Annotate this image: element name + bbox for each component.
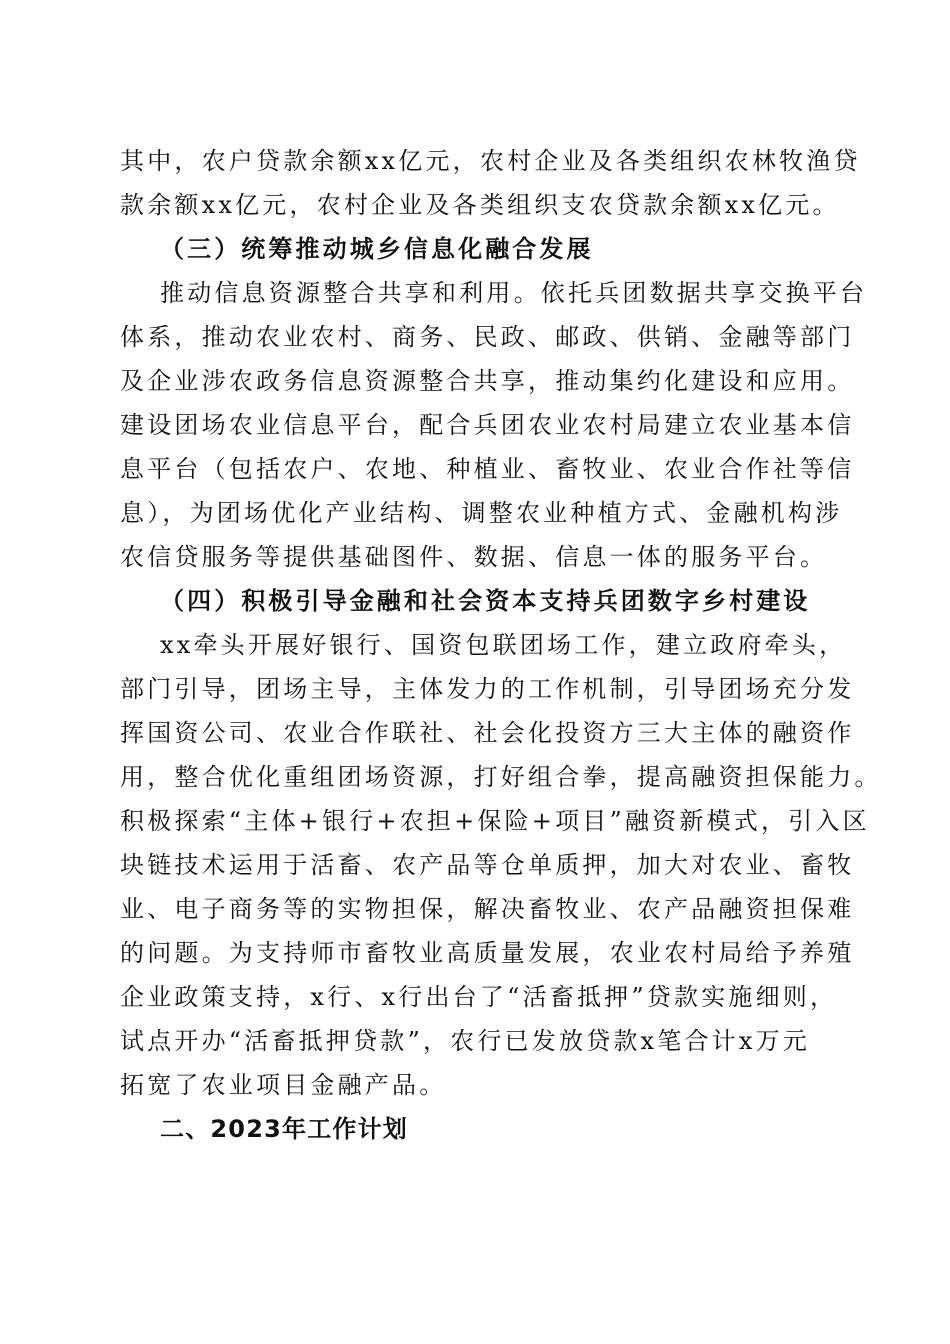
body-line: 农信贷服务等提供基础图件、数据、信息一体的服务平台。	[120, 543, 828, 571]
body-line: 体系，推动农业农村、商务、民政、邮政、供销、金融等部门	[120, 323, 855, 351]
body-line: 建设团场农业信息平台，配合兵团农业农村局建立农业基本信	[120, 411, 855, 439]
body-line: 推动信息资源整合共享和利用。依托兵团数据共享交换平台	[160, 279, 868, 307]
body-line: 息平台（包括农户、农地、种植业、畜牧业、农业合作社等信	[120, 455, 855, 483]
body-line: 及企业涉农政务信息资源整合共享，推动集约化建设和应用。	[120, 367, 855, 395]
body-line: 业、电子商务等的实物担保，解决畜牧业、农产品融资担保难	[120, 895, 855, 923]
body-line: 企业政策支持，x行、x行出台了“活畜抵押”贷款实施细则，	[120, 983, 838, 1011]
section-title-2023-plan: 二、2023年工作计划	[160, 1115, 408, 1143]
body-line: 的问题。为支持师市畜牧业高质量发展，农业农村局给予养殖	[120, 939, 855, 967]
body-line: 块链技术运用于活畜、农产品等仓单质押，加大对农业、畜牧	[120, 851, 855, 879]
subsection-heading-4: （四）积极引导金融和社会资本支持兵团数字乡村建设	[160, 586, 811, 615]
subsection-heading-3: （三）统筹推动城乡信息化融合发展	[160, 234, 594, 263]
body-line: 挥国资公司、农业合作联社、社会化投资方三大主体的融资作	[120, 719, 855, 747]
body-line: 息），为团场优化产业结构、调整农业种植方式、金融机构涉	[120, 499, 843, 527]
body-line: xx牵头开展好银行、国资包联团场工作，建立政府牵头，	[160, 631, 847, 659]
body-line: 其中，农户贷款余额xx亿元，农村企业及各类组织农林牧渔贷	[120, 147, 861, 175]
body-line: 部门引导，团场主导，主体发力的工作机制，引导团场充分发	[120, 675, 855, 703]
body-line: 款余额xx亿元，农村企业及各类组织支农贷款余额xx亿元。	[120, 191, 840, 219]
body-line: 试点开办“活畜抵押贷款”，农行已发放贷款x笔合计x万元	[120, 1027, 811, 1055]
body-line: 用，整合优化重组团场资源，打好组合拳，提高融资担保能力。	[120, 763, 882, 791]
body-line: 拓宽了农业项目金融产品。	[120, 1071, 447, 1099]
body-line: 积极探索“主体+银行+农担+保险+项目”融资新模式，引入区	[120, 807, 870, 835]
